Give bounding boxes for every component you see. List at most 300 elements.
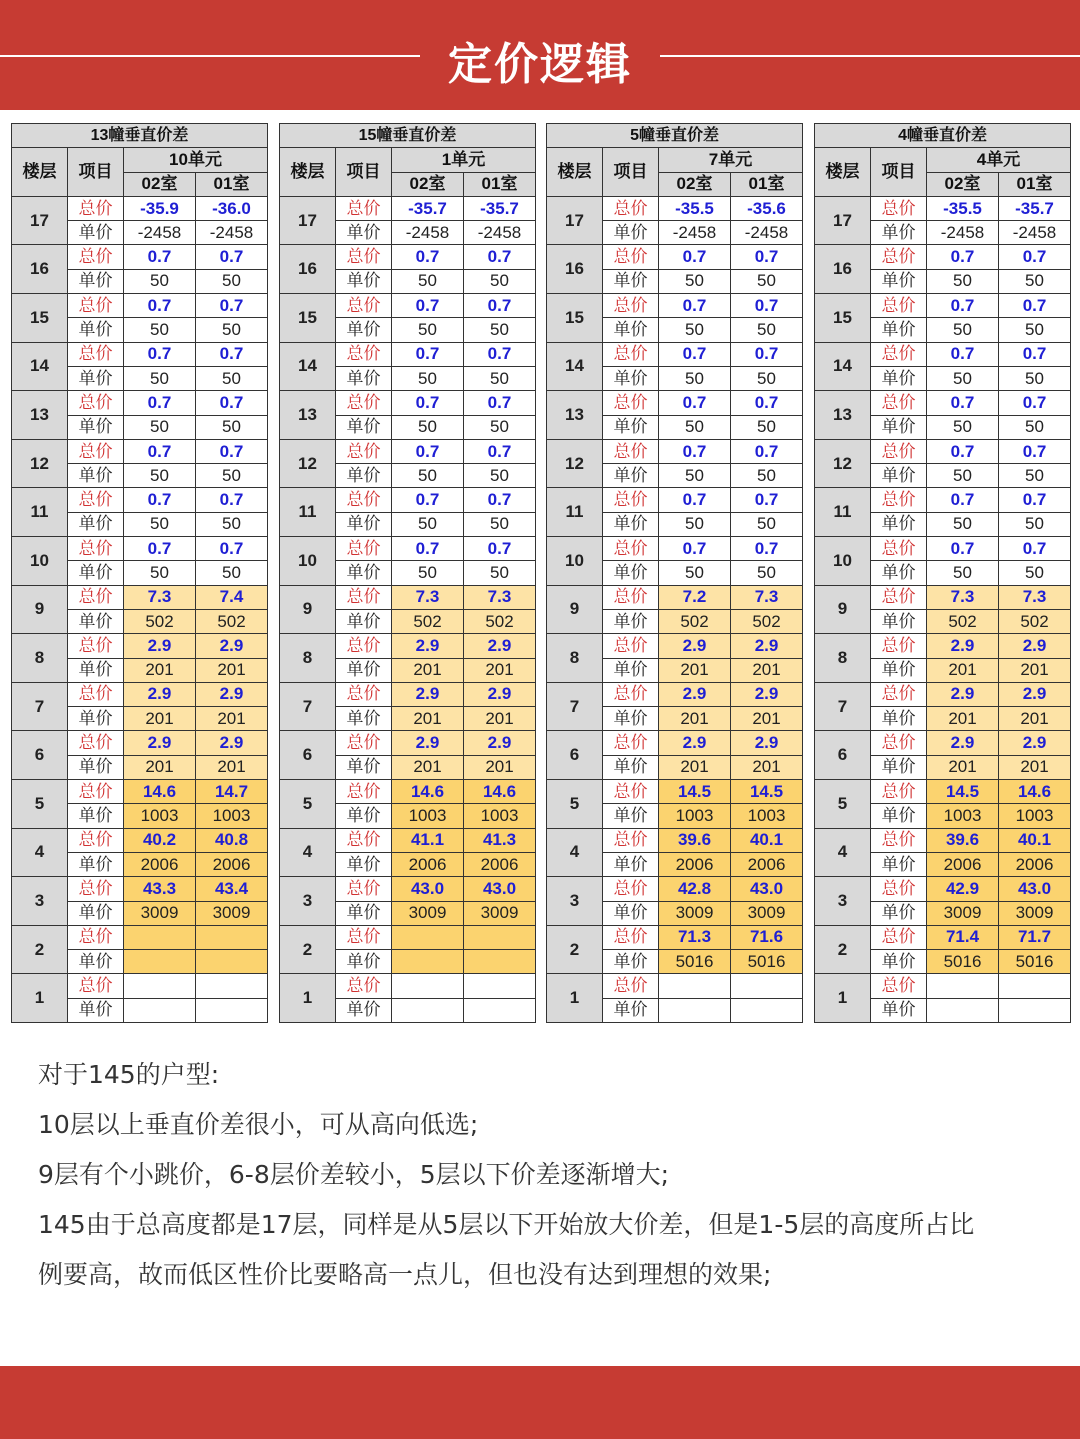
unit-value: 50 (927, 561, 999, 585)
floor-number: 12 (815, 439, 871, 488)
total-value (392, 925, 464, 949)
unit-value (464, 998, 536, 1022)
total-value: 0.7 (196, 537, 268, 561)
total-label: 总价 (603, 634, 659, 658)
total-label: 总价 (336, 974, 392, 998)
unit-value (196, 950, 268, 974)
unit-label: 单价 (603, 512, 659, 536)
total-price-row (547, 391, 803, 415)
total-value: 0.7 (124, 342, 196, 366)
unit-value: 1003 (659, 804, 731, 828)
total-label: 总价 (871, 439, 927, 463)
floor-number: 17 (547, 196, 603, 245)
item-header: 项目 (336, 148, 392, 197)
unit-value: 1003 (927, 804, 999, 828)
room-header: 01室 (731, 172, 803, 196)
unit-label: 单价 (603, 464, 659, 488)
unit-label: 单价 (336, 950, 392, 974)
unit-label: 单价 (603, 707, 659, 731)
total-value: 0.7 (999, 342, 1071, 366)
total-value (927, 974, 999, 998)
unit-value: 1003 (124, 804, 196, 828)
floor-number: 16 (280, 245, 336, 294)
unit-label: 单价 (336, 901, 392, 925)
unit-value: 2006 (731, 852, 803, 876)
total-price-row (815, 488, 1071, 512)
floor-number: 12 (280, 439, 336, 488)
total-price-row (12, 488, 268, 512)
unit-label: 单价 (336, 707, 392, 731)
room-header: 02室 (659, 172, 731, 196)
total-label: 总价 (871, 391, 927, 415)
total-value: 0.7 (927, 439, 999, 463)
total-value: 43.4 (196, 877, 268, 901)
floor-number: 10 (12, 537, 68, 586)
total-price-row (280, 488, 536, 512)
total-price-row (280, 196, 536, 220)
total-price-row (815, 342, 1071, 366)
total-price-row (280, 828, 536, 852)
total-value: 0.7 (731, 537, 803, 561)
unit-value: -2458 (731, 221, 803, 245)
unit-value: 50 (196, 318, 268, 342)
total-label: 总价 (871, 245, 927, 269)
unit-label: 单价 (871, 998, 927, 1022)
unit-value: 50 (927, 269, 999, 293)
unit-label: 单价 (68, 561, 124, 585)
floor-number: 17 (815, 196, 871, 245)
unit-label: 单价 (68, 804, 124, 828)
unit-value: 201 (464, 755, 536, 779)
total-label: 总价 (68, 828, 124, 852)
total-label: 总价 (336, 342, 392, 366)
floor-number: 13 (547, 391, 603, 440)
total-value: -35.5 (927, 196, 999, 220)
unit-value: 1003 (464, 804, 536, 828)
total-price-row (12, 877, 268, 901)
total-value: 0.7 (999, 439, 1071, 463)
total-label: 总价 (68, 780, 124, 804)
unit-label: 单价 (603, 561, 659, 585)
unit-value: 201 (196, 707, 268, 731)
title-banner (0, 0, 1080, 110)
unit-label: 单价 (68, 512, 124, 536)
floor-number: 15 (280, 294, 336, 343)
unit-value: 50 (464, 366, 536, 390)
total-value (464, 974, 536, 998)
total-price-row (547, 488, 803, 512)
unit-label: 单价 (871, 464, 927, 488)
total-value: 71.3 (659, 925, 731, 949)
unit-label: 单价 (871, 804, 927, 828)
unit-label: 单价 (871, 221, 927, 245)
total-value: 2.9 (196, 682, 268, 706)
unit-label: 单价 (603, 609, 659, 633)
unit-value (124, 998, 196, 1022)
unit-value: 50 (196, 269, 268, 293)
total-value: 0.7 (927, 488, 999, 512)
unit-header: 4单元 (927, 148, 1071, 172)
total-value: 0.7 (464, 537, 536, 561)
total-label: 总价 (68, 342, 124, 366)
building-price-table (279, 123, 536, 1023)
total-value: 43.3 (124, 877, 196, 901)
unit-value (392, 950, 464, 974)
floor-number: 13 (280, 391, 336, 440)
total-value: 0.7 (731, 488, 803, 512)
unit-label: 单价 (871, 415, 927, 439)
unit-value: 201 (196, 658, 268, 682)
unit-label: 单价 (603, 269, 659, 293)
total-value: 2.9 (731, 634, 803, 658)
unit-value: -2458 (659, 221, 731, 245)
unit-label: 单价 (336, 609, 392, 633)
total-price-row (815, 439, 1071, 463)
total-price-row (12, 634, 268, 658)
total-label: 总价 (336, 439, 392, 463)
total-value: 2.9 (731, 682, 803, 706)
unit-label: 单价 (68, 269, 124, 293)
floor-number: 8 (280, 634, 336, 683)
floor-number: 13 (12, 391, 68, 440)
total-value: 42.9 (927, 877, 999, 901)
total-price-row (280, 731, 536, 755)
total-value (464, 925, 536, 949)
total-value: 0.7 (731, 245, 803, 269)
unit-value (196, 998, 268, 1022)
total-label: 总价 (603, 780, 659, 804)
unit-value: 502 (196, 609, 268, 633)
total-label: 总价 (603, 245, 659, 269)
unit-label: 单价 (68, 998, 124, 1022)
floor-number: 5 (280, 780, 336, 829)
total-price-row (280, 634, 536, 658)
total-label: 总价 (336, 828, 392, 852)
floor-number: 2 (547, 925, 603, 974)
unit-value: 50 (196, 366, 268, 390)
floor-number: 14 (547, 342, 603, 391)
total-value: 0.7 (392, 537, 464, 561)
unit-value: 201 (464, 707, 536, 731)
unit-value: 50 (464, 415, 536, 439)
unit-value: 201 (392, 658, 464, 682)
total-value: 7.3 (124, 585, 196, 609)
floor-number: 6 (12, 731, 68, 780)
total-price-row (815, 294, 1071, 318)
total-price-row (280, 780, 536, 804)
unit-value: 50 (731, 415, 803, 439)
unit-label: 单价 (68, 901, 124, 925)
total-value: 43.0 (464, 877, 536, 901)
room-header: 02室 (927, 172, 999, 196)
total-value: 0.7 (731, 439, 803, 463)
unit-label: 单价 (871, 901, 927, 925)
total-price-row (12, 925, 268, 949)
total-label: 总价 (68, 196, 124, 220)
total-label: 总价 (871, 731, 927, 755)
total-label: 总价 (336, 537, 392, 561)
unit-value: 50 (999, 561, 1071, 585)
unit-label: 单价 (603, 221, 659, 245)
total-value (659, 974, 731, 998)
total-value: 2.9 (659, 634, 731, 658)
total-price-row (280, 974, 536, 998)
unit-value: -2458 (999, 221, 1071, 245)
total-price-row (815, 877, 1071, 901)
total-value: 0.7 (464, 488, 536, 512)
unit-label: 单价 (336, 269, 392, 293)
unit-value: 50 (999, 269, 1071, 293)
room-header: 02室 (124, 172, 196, 196)
floor-header: 楼层 (547, 148, 603, 197)
total-label: 总价 (603, 682, 659, 706)
total-label: 总价 (68, 974, 124, 998)
total-label: 总价 (336, 731, 392, 755)
total-value: 71.7 (999, 925, 1071, 949)
room-header: 02室 (392, 172, 464, 196)
total-label: 总价 (336, 391, 392, 415)
total-value: 40.2 (124, 828, 196, 852)
floor-number: 1 (547, 974, 603, 1023)
table-title: 4幢垂直价差 (815, 124, 1071, 148)
unit-value: 502 (731, 609, 803, 633)
unit-label: 单价 (68, 366, 124, 390)
total-value: -36.0 (196, 196, 268, 220)
floor-number: 9 (12, 585, 68, 634)
total-label: 总价 (871, 877, 927, 901)
total-price-row (12, 245, 268, 269)
unit-label: 单价 (871, 561, 927, 585)
unit-value: 201 (731, 707, 803, 731)
note-line: 10层以上垂直价差很小，可从高向低选; (38, 1110, 479, 1139)
total-value: 0.7 (196, 245, 268, 269)
total-value: 0.7 (464, 245, 536, 269)
total-value (196, 925, 268, 949)
unit-label: 单价 (603, 998, 659, 1022)
total-value: 0.7 (999, 245, 1071, 269)
total-label: 总价 (871, 294, 927, 318)
unit-value: 50 (999, 464, 1071, 488)
floor-header: 楼层 (815, 148, 871, 197)
total-price-row (12, 391, 268, 415)
floor-number: 6 (547, 731, 603, 780)
total-price-row (12, 342, 268, 366)
total-value: 0.7 (999, 537, 1071, 561)
unit-value: 50 (464, 464, 536, 488)
unit-value: 50 (659, 464, 731, 488)
total-label: 总价 (68, 731, 124, 755)
unit-value: 50 (124, 318, 196, 342)
floor-number: 17 (12, 196, 68, 245)
total-label: 总价 (68, 925, 124, 949)
total-price-row (547, 974, 803, 998)
unit-value: 1003 (196, 804, 268, 828)
total-value: 0.7 (927, 342, 999, 366)
total-label: 总价 (603, 488, 659, 512)
page-title: 定价逻辑 (448, 39, 632, 90)
total-price-row (12, 196, 268, 220)
unit-label: 单价 (336, 658, 392, 682)
unit-header: 10单元 (124, 148, 268, 172)
floor-number: 12 (547, 439, 603, 488)
unit-value: 50 (392, 415, 464, 439)
total-label: 总价 (68, 488, 124, 512)
total-value: 14.6 (392, 780, 464, 804)
unit-value: 50 (392, 512, 464, 536)
unit-label: 单价 (68, 707, 124, 731)
unit-value: 1003 (999, 804, 1071, 828)
unit-value: 5016 (927, 950, 999, 974)
unit-value: 50 (124, 415, 196, 439)
total-label: 总价 (336, 634, 392, 658)
total-price-row (815, 974, 1071, 998)
unit-value: 50 (927, 366, 999, 390)
total-label: 总价 (336, 925, 392, 949)
floor-number: 5 (12, 780, 68, 829)
floor-number: 7 (280, 682, 336, 731)
total-value: 0.7 (124, 488, 196, 512)
floor-number: 9 (280, 585, 336, 634)
unit-value: 201 (464, 658, 536, 682)
total-value (999, 974, 1071, 998)
unit-value: 201 (196, 755, 268, 779)
total-label: 总价 (603, 877, 659, 901)
total-price-row (547, 634, 803, 658)
total-value: 0.7 (659, 488, 731, 512)
unit-value: -2458 (927, 221, 999, 245)
unit-value: 201 (124, 755, 196, 779)
total-label: 总价 (871, 342, 927, 366)
total-label: 总价 (336, 245, 392, 269)
floor-number: 6 (815, 731, 871, 780)
total-label: 总价 (603, 391, 659, 415)
total-value: 7.3 (731, 585, 803, 609)
unit-value: 50 (124, 464, 196, 488)
total-price-row (280, 294, 536, 318)
unit-value: 2006 (196, 852, 268, 876)
note-line: 例要高，故而低区性价比要略高一点儿，但也没有达到理想的效果; (38, 1260, 772, 1289)
item-header: 项目 (603, 148, 659, 197)
total-value: 2.9 (392, 634, 464, 658)
total-value: 7.3 (464, 585, 536, 609)
total-value: 0.7 (464, 294, 536, 318)
total-label: 总价 (871, 488, 927, 512)
unit-value: 50 (731, 366, 803, 390)
total-value: 14.6 (124, 780, 196, 804)
total-value: 2.9 (392, 731, 464, 755)
total-price-row (815, 634, 1071, 658)
unit-value: 50 (731, 318, 803, 342)
total-label: 总价 (336, 294, 392, 318)
total-value: -35.9 (124, 196, 196, 220)
total-value: 0.7 (196, 488, 268, 512)
total-value: 0.7 (659, 439, 731, 463)
total-label: 总价 (871, 974, 927, 998)
total-value: 2.9 (124, 634, 196, 658)
floor-header: 楼层 (280, 148, 336, 197)
unit-value: 50 (196, 561, 268, 585)
unit-label: 单价 (336, 415, 392, 439)
unit-value: -2458 (464, 221, 536, 245)
unit-value (731, 998, 803, 1022)
total-value: 0.7 (659, 294, 731, 318)
total-price-row (12, 537, 268, 561)
floor-number: 7 (547, 682, 603, 731)
total-value: 0.7 (464, 439, 536, 463)
total-label: 总价 (68, 537, 124, 561)
floor-number: 8 (12, 634, 68, 683)
total-value: 0.7 (196, 391, 268, 415)
floor-number: 9 (547, 585, 603, 634)
unit-header: 1单元 (392, 148, 536, 172)
total-price-row (12, 780, 268, 804)
total-value: 0.7 (731, 342, 803, 366)
total-label: 总价 (603, 294, 659, 318)
unit-value: 50 (196, 415, 268, 439)
total-value: 7.2 (659, 585, 731, 609)
floor-number: 10 (815, 537, 871, 586)
unit-label: 单价 (603, 950, 659, 974)
total-label: 总价 (336, 780, 392, 804)
total-label: 总价 (871, 537, 927, 561)
floor-number: 9 (815, 585, 871, 634)
floor-number: 3 (815, 877, 871, 926)
unit-value: 50 (927, 464, 999, 488)
unit-value: 2006 (927, 852, 999, 876)
unit-label: 单价 (68, 658, 124, 682)
unit-value: 50 (464, 318, 536, 342)
unit-value: 201 (392, 755, 464, 779)
table-title: 15幢垂直价差 (280, 124, 536, 148)
floor-number: 5 (547, 780, 603, 829)
total-price-row (815, 391, 1071, 415)
floor-number: 13 (815, 391, 871, 440)
banner-rule-left (0, 55, 420, 57)
unit-value: 3009 (731, 901, 803, 925)
total-price-row (547, 245, 803, 269)
total-value: 2.9 (196, 634, 268, 658)
total-label: 总价 (871, 682, 927, 706)
unit-value: 201 (392, 707, 464, 731)
total-value: 2.9 (464, 682, 536, 706)
total-label: 总价 (603, 974, 659, 998)
unit-label: 单价 (336, 998, 392, 1022)
total-value: 7.3 (927, 585, 999, 609)
unit-value: 201 (927, 707, 999, 731)
total-value: 2.9 (927, 731, 999, 755)
total-value: 39.6 (927, 828, 999, 852)
unit-value: 3009 (927, 901, 999, 925)
total-label: 总价 (336, 488, 392, 512)
total-value: 0.7 (392, 294, 464, 318)
building-price-table (546, 123, 803, 1023)
total-price-row (815, 245, 1071, 269)
total-value: -35.7 (392, 196, 464, 220)
unit-value: 1003 (392, 804, 464, 828)
unit-value (927, 998, 999, 1022)
unit-value: 3009 (196, 901, 268, 925)
unit-value: 3009 (999, 901, 1071, 925)
unit-label: 单价 (336, 221, 392, 245)
floor-number: 12 (12, 439, 68, 488)
total-value: 0.7 (927, 245, 999, 269)
total-price-row (12, 828, 268, 852)
total-price-row (547, 682, 803, 706)
unit-value (124, 950, 196, 974)
floor-number: 11 (547, 488, 603, 537)
unit-value: 502 (927, 609, 999, 633)
footer-banner (0, 1366, 1080, 1439)
